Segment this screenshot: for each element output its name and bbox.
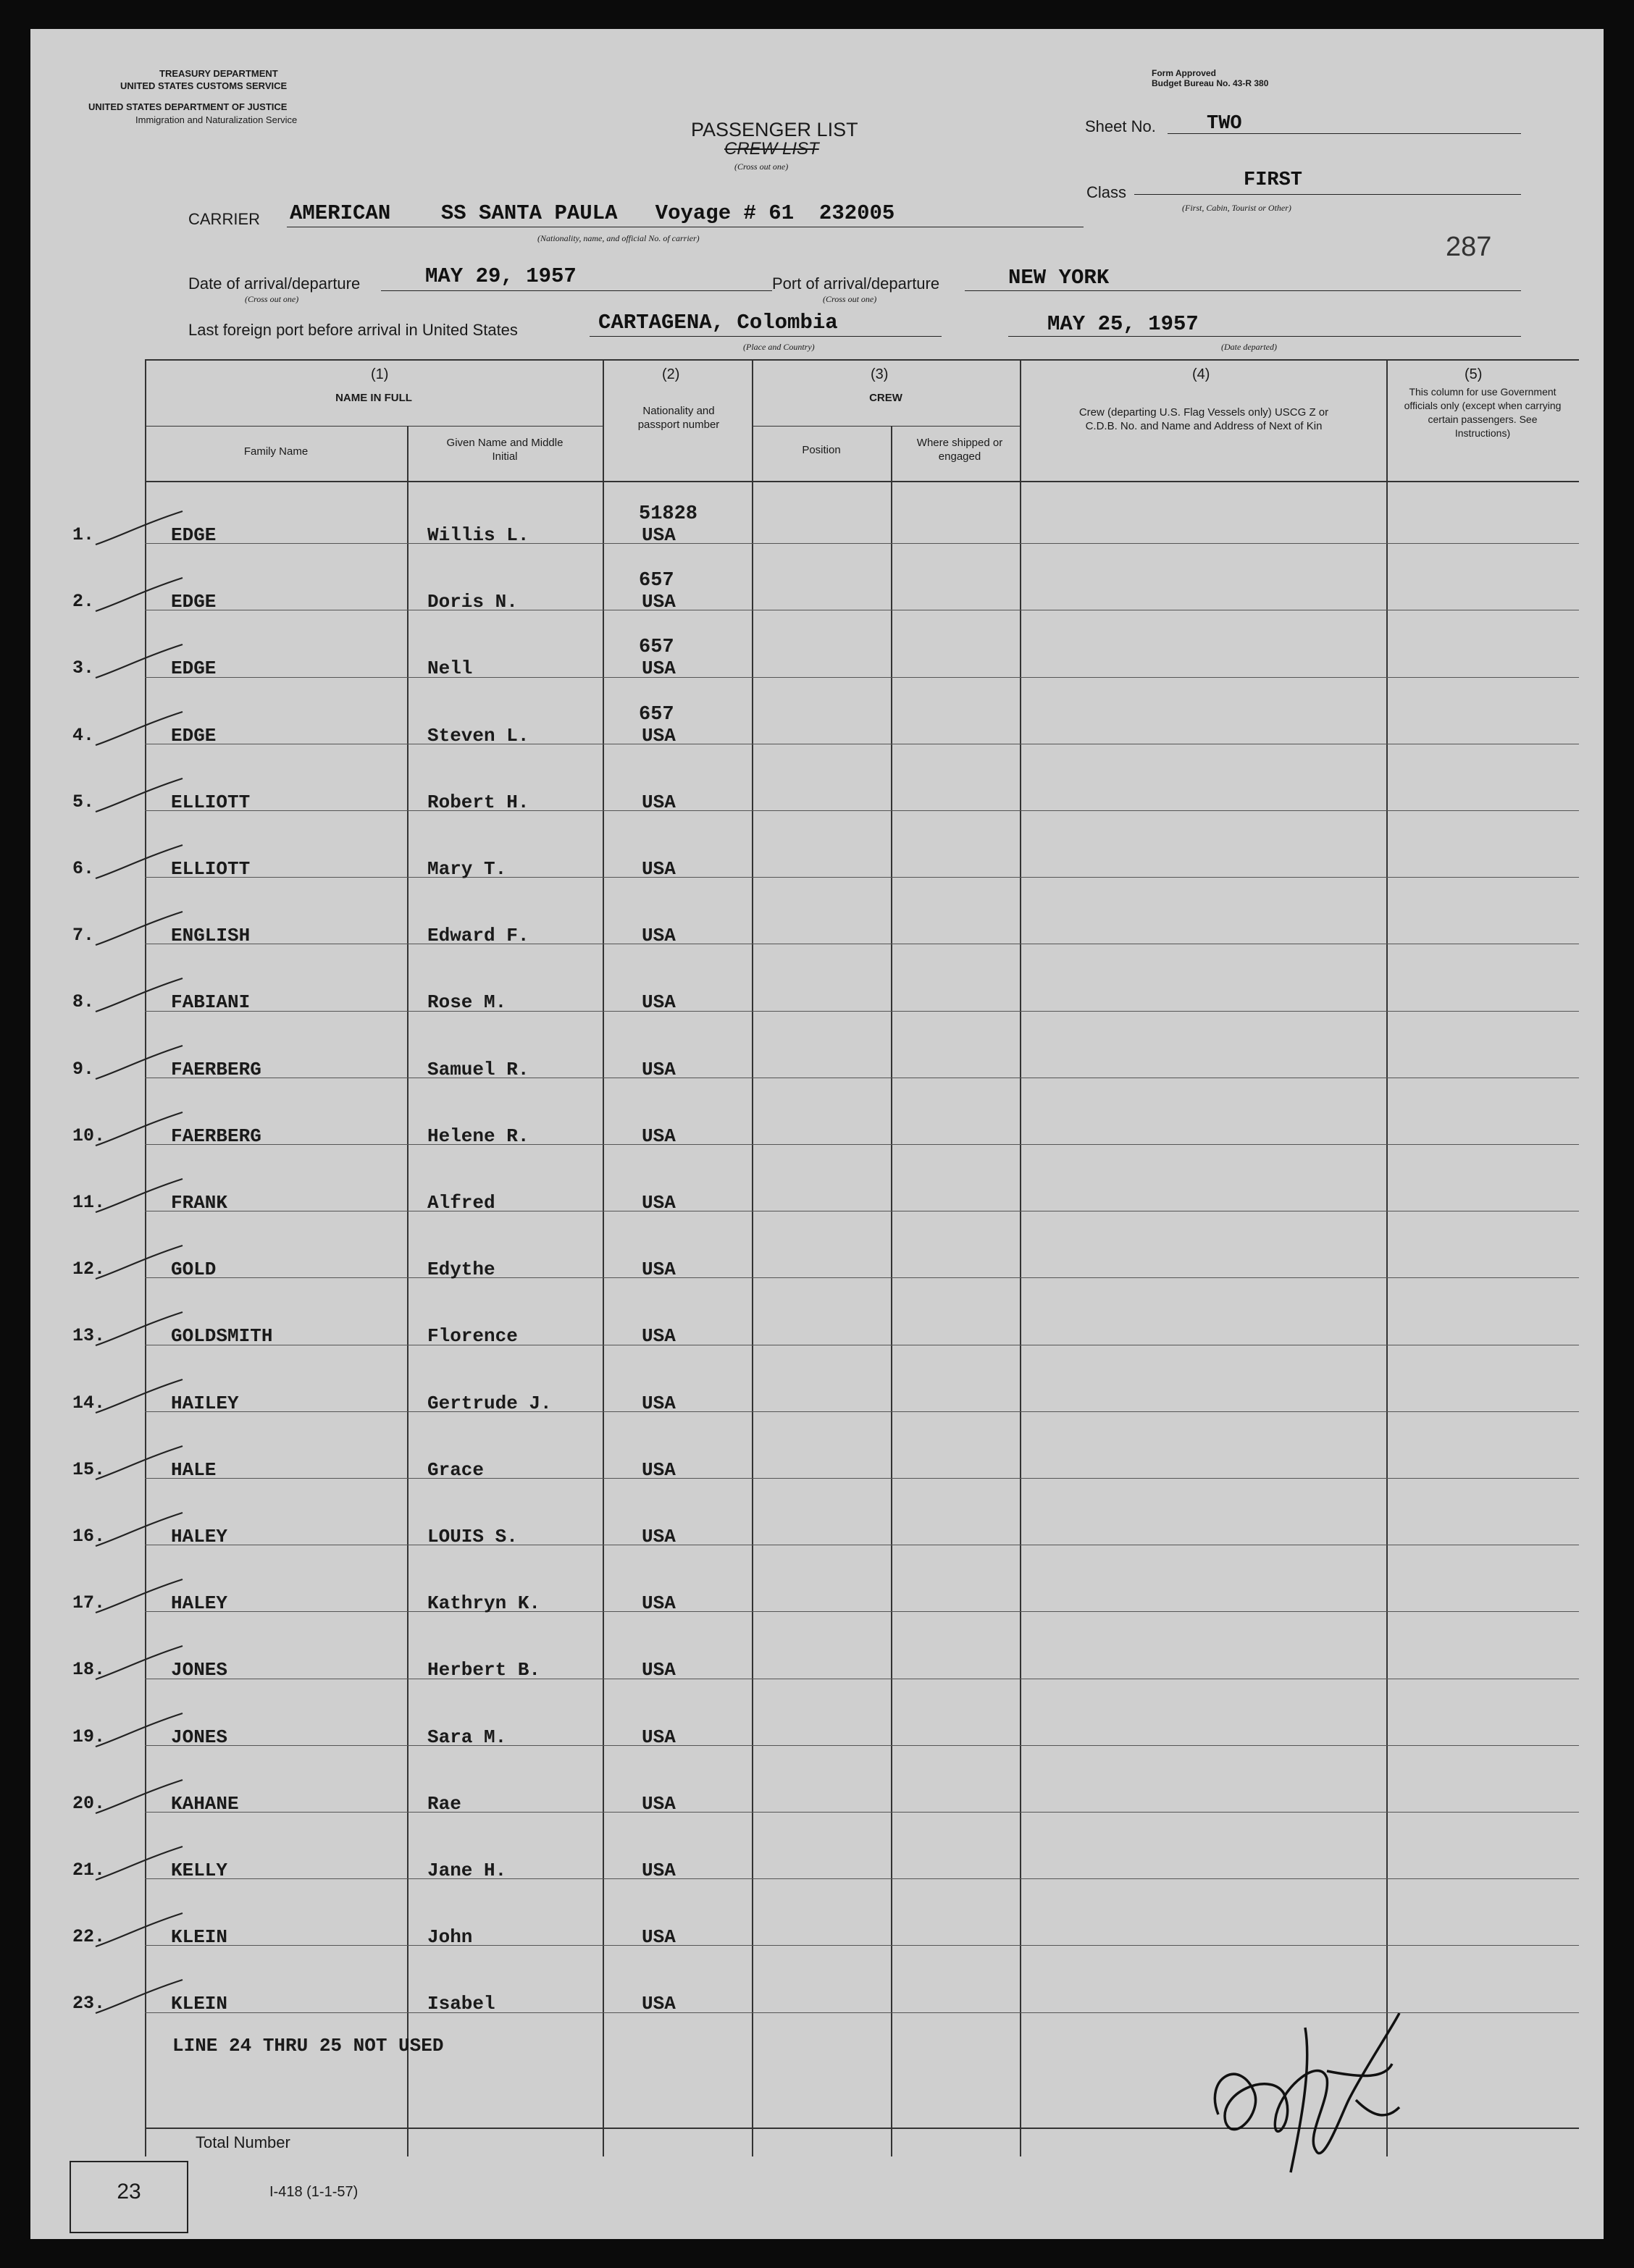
row-divider bbox=[145, 1011, 1579, 1012]
tally-mark bbox=[88, 1309, 190, 1353]
col3-title: CREW bbox=[869, 392, 902, 404]
tally-mark bbox=[88, 1443, 190, 1487]
given-name: Isabel bbox=[427, 1993, 495, 2015]
nationality: USA bbox=[642, 1659, 676, 1681]
row-number: 6. bbox=[72, 858, 95, 879]
row-number: 4. bbox=[72, 724, 95, 746]
family-name: HALEY bbox=[171, 1526, 228, 1547]
col1-family-header: Family Name bbox=[243, 445, 309, 458]
dept-line-3: UNITED STATES DEPARTMENT OF JUSTICE bbox=[88, 101, 288, 112]
col2-title: Nationality and passport number bbox=[637, 405, 720, 431]
family-name: ELLIOTT bbox=[171, 858, 251, 880]
total-label: Total Number bbox=[196, 2133, 290, 2151]
row-number: 2. bbox=[72, 591, 95, 613]
family-name: EDGE bbox=[171, 524, 217, 546]
nationality: USA bbox=[642, 925, 676, 947]
family-name: EDGE bbox=[171, 658, 217, 680]
tally-mark bbox=[88, 1844, 190, 1887]
row-number: 19. bbox=[72, 1726, 106, 1747]
nationality: USA bbox=[642, 1192, 676, 1214]
date-note: (Cross out one) bbox=[245, 294, 299, 304]
tally-mark bbox=[88, 909, 190, 952]
col1-number: (1) bbox=[371, 366, 389, 382]
given-name: Robert H. bbox=[427, 791, 529, 813]
sheet-label: Sheet No. bbox=[1085, 117, 1156, 135]
dept-line-2: UNITED STATES CUSTOMS SERVICE bbox=[120, 80, 288, 91]
tally-mark bbox=[88, 776, 190, 819]
row-divider bbox=[145, 677, 1579, 678]
carrier-label: CARRIER bbox=[188, 210, 261, 228]
row-divider bbox=[145, 1878, 1579, 1879]
tally-mark bbox=[88, 1643, 190, 1687]
family-name: FAERBERG bbox=[171, 1125, 261, 1147]
departed-date: MAY 25, 1957 bbox=[1047, 312, 1199, 336]
family-name: FABIANI bbox=[171, 991, 251, 1014]
given-name: Edythe bbox=[427, 1259, 495, 1281]
given-name: Kathryn K. bbox=[427, 1592, 541, 1615]
nationality: USA bbox=[642, 1792, 676, 1815]
given-name: Steven L. bbox=[427, 724, 529, 747]
nationality: USA bbox=[642, 1860, 676, 1881]
sheet-value: TWO bbox=[1207, 113, 1242, 135]
tally-mark bbox=[88, 508, 190, 552]
nationality: USA bbox=[642, 1726, 676, 1748]
tally-mark bbox=[88, 642, 190, 685]
given-name: Florence bbox=[427, 1325, 518, 1348]
given-name: Sara M. bbox=[427, 1726, 507, 1748]
given-name: Jane H. bbox=[427, 1860, 507, 1881]
nationality: USA bbox=[642, 658, 676, 680]
row-number: 17. bbox=[72, 1592, 106, 1614]
family-name: ENGLISH bbox=[171, 925, 251, 947]
family-name: ELLIOTT bbox=[171, 791, 251, 813]
passport-number: 657 bbox=[639, 703, 674, 726]
dept-line-4: Immigration and Naturalization Service bbox=[135, 114, 298, 125]
tally-mark bbox=[88, 1109, 190, 1153]
col3-position-header: Position bbox=[802, 444, 841, 456]
row-number: 13. bbox=[72, 1325, 106, 1347]
row-divider bbox=[145, 1277, 1579, 1278]
row-divider bbox=[145, 2012, 1579, 2013]
family-name: KLEIN bbox=[171, 1926, 228, 1949]
tally-mark bbox=[88, 1510, 190, 1553]
nationality: USA bbox=[642, 1526, 676, 1547]
lastport-note: (Place and Country) bbox=[743, 342, 815, 352]
row-number: 15. bbox=[72, 1458, 106, 1480]
departed-note: (Date departed) bbox=[1221, 342, 1277, 352]
passport-number: 51828 bbox=[639, 503, 698, 525]
tally-mark bbox=[88, 1576, 190, 1620]
family-name: FAERBERG bbox=[171, 1058, 261, 1080]
tally-mark bbox=[88, 575, 190, 618]
class-label: Class bbox=[1086, 183, 1127, 201]
nationality: USA bbox=[642, 1458, 676, 1481]
form-title: PASSENGER LIST bbox=[691, 119, 858, 140]
form-approved: Form Approved bbox=[1152, 68, 1216, 78]
lastport-label: Last foreign port before arrival in United States bbox=[188, 321, 518, 339]
tally-mark bbox=[88, 709, 190, 752]
given-name: Nell bbox=[427, 658, 473, 680]
row-number: 23. bbox=[72, 1993, 106, 2015]
row-divider bbox=[145, 1812, 1579, 1813]
lastport-value: CARTAGENA, Colombia bbox=[598, 311, 838, 335]
tally-mark bbox=[88, 1043, 190, 1086]
row-number: 10. bbox=[72, 1125, 106, 1146]
family-name: EDGE bbox=[171, 724, 217, 747]
col3-shipped-header: Where shipped or engaged bbox=[916, 437, 1003, 463]
row-number: 9. bbox=[72, 1058, 95, 1080]
class-value: FIRST bbox=[1244, 169, 1303, 191]
nationality: USA bbox=[642, 524, 676, 546]
tally-mark bbox=[88, 1777, 190, 1820]
col2-number: (2) bbox=[662, 366, 680, 382]
row-number: 1. bbox=[72, 524, 95, 545]
given-name: Doris N. bbox=[427, 591, 518, 613]
date-label: Date of arrival/departure bbox=[188, 274, 361, 293]
class-note: (First, Cabin, Tourist or Other) bbox=[1182, 203, 1291, 213]
family-name: EDGE bbox=[171, 591, 217, 613]
family-name: KAHANE bbox=[171, 1792, 239, 1815]
row-number: 16. bbox=[72, 1526, 106, 1547]
family-name: HALE bbox=[171, 1458, 217, 1481]
given-name: Willis L. bbox=[427, 524, 529, 546]
passport-number: 657 bbox=[639, 637, 674, 659]
tally-mark bbox=[88, 1243, 190, 1286]
budget-bureau: Budget Bureau No. 43-R 380 bbox=[1152, 78, 1269, 88]
passport-number: 657 bbox=[639, 570, 674, 592]
given-name: LOUIS S. bbox=[427, 1526, 518, 1547]
col5-number: (5) bbox=[1465, 366, 1483, 382]
given-name: Gertrude J. bbox=[427, 1392, 552, 1414]
nationality: USA bbox=[642, 1993, 676, 2015]
port-label: Port of arrival/departure bbox=[772, 274, 940, 293]
col1-given-header: Given Name and Middle Initial bbox=[446, 437, 563, 463]
col4-title: Crew (departing U.S. Flag Vessels only) USCG Z or C.D.B. No. and Name and Address of Next of Kin bbox=[1078, 406, 1329, 432]
signature bbox=[1175, 1970, 1421, 2187]
row-divider bbox=[145, 1611, 1579, 1612]
row-number: 22. bbox=[72, 1926, 106, 1948]
family-name: HAILEY bbox=[171, 1392, 239, 1414]
given-name: Helene R. bbox=[427, 1125, 529, 1147]
carrier-value: AMERICAN SS SANTA PAULA Voyage # 61 232005 bbox=[290, 201, 895, 225]
tally-mark bbox=[88, 1977, 190, 2020]
family-name: JONES bbox=[171, 1659, 228, 1681]
given-name: John bbox=[427, 1926, 473, 1949]
given-name: Herbert B. bbox=[427, 1659, 541, 1681]
row-number: 14. bbox=[72, 1392, 106, 1414]
given-name: Edward F. bbox=[427, 925, 529, 947]
row-divider bbox=[145, 1478, 1579, 1479]
total-value: 23 bbox=[117, 2180, 141, 2204]
unused-lines-note: LINE 24 THRU 25 NOT USED bbox=[172, 2035, 444, 2057]
col1-title: NAME IN FULL bbox=[335, 392, 412, 404]
row-divider bbox=[145, 877, 1579, 878]
row-number: 11. bbox=[72, 1192, 106, 1213]
row-number: 5. bbox=[72, 791, 95, 812]
nationality: USA bbox=[642, 1392, 676, 1414]
tally-mark bbox=[88, 1377, 190, 1420]
row-number: 21. bbox=[72, 1860, 106, 1881]
row-divider bbox=[145, 810, 1579, 811]
nationality: USA bbox=[642, 1926, 676, 1949]
row-number: 12. bbox=[72, 1259, 106, 1280]
nationality: USA bbox=[642, 1592, 676, 1615]
given-name: Alfred bbox=[427, 1192, 495, 1214]
family-name: GOLD bbox=[171, 1259, 217, 1281]
family-name: GOLDSMITH bbox=[171, 1325, 273, 1348]
nationality: USA bbox=[642, 724, 676, 747]
row-number: 18. bbox=[72, 1659, 106, 1681]
row-divider bbox=[145, 1745, 1579, 1746]
nationality: USA bbox=[642, 991, 676, 1014]
family-name: KLEIN bbox=[171, 1993, 228, 2015]
row-divider bbox=[145, 1411, 1579, 1412]
nationality: USA bbox=[642, 1325, 676, 1348]
col4-number: (4) bbox=[1192, 366, 1210, 382]
tally-mark bbox=[88, 842, 190, 886]
nationality: USA bbox=[642, 1058, 676, 1080]
row-number: 3. bbox=[72, 658, 95, 679]
form-number: I-418 (1-1-57) bbox=[269, 2184, 359, 2200]
row-number: 8. bbox=[72, 991, 95, 1013]
passenger-list-form bbox=[30, 29, 1604, 2239]
given-name: Samuel R. bbox=[427, 1058, 529, 1080]
tally-mark bbox=[88, 1710, 190, 1754]
nationality: USA bbox=[642, 1259, 676, 1281]
nationality: USA bbox=[642, 791, 676, 813]
family-name: FRANK bbox=[171, 1192, 228, 1214]
col3-number: (3) bbox=[871, 366, 889, 382]
carrier-note: (Nationality, name, and official No. of carrier) bbox=[537, 233, 700, 243]
form-title-crossed: CREW LIST bbox=[724, 139, 819, 159]
row-divider bbox=[145, 1945, 1579, 1946]
nationality: USA bbox=[642, 858, 676, 880]
given-name: Grace bbox=[427, 1458, 485, 1481]
given-name: Rose M. bbox=[427, 991, 507, 1014]
title-note: (Cross out one) bbox=[734, 161, 789, 172]
family-name: JONES bbox=[171, 1726, 228, 1748]
nationality: USA bbox=[642, 591, 676, 613]
arrival-date: MAY 29, 1957 bbox=[425, 264, 577, 288]
family-name: KELLY bbox=[171, 1860, 228, 1881]
page-number: 287 bbox=[1446, 232, 1492, 262]
tally-mark bbox=[88, 975, 190, 1019]
row-number: 7. bbox=[72, 925, 95, 946]
arrival-port: NEW YORK bbox=[1008, 266, 1110, 290]
family-name: HALEY bbox=[171, 1592, 228, 1615]
row-divider bbox=[145, 1144, 1579, 1145]
row-divider bbox=[145, 543, 1579, 544]
tally-mark bbox=[88, 1910, 190, 1954]
nationality: USA bbox=[642, 1125, 676, 1147]
port-note: (Cross out one) bbox=[823, 294, 877, 304]
col5-title: This column for use Government officials only (except when carrying certain passengers. See Instructions) bbox=[1404, 386, 1562, 439]
given-name: Rae bbox=[427, 1792, 461, 1815]
tally-mark bbox=[88, 1176, 190, 1219]
given-name: Mary T. bbox=[427, 858, 507, 880]
row-number: 20. bbox=[72, 1792, 106, 1814]
dept-line-1: TREASURY DEPARTMENT bbox=[159, 68, 278, 79]
